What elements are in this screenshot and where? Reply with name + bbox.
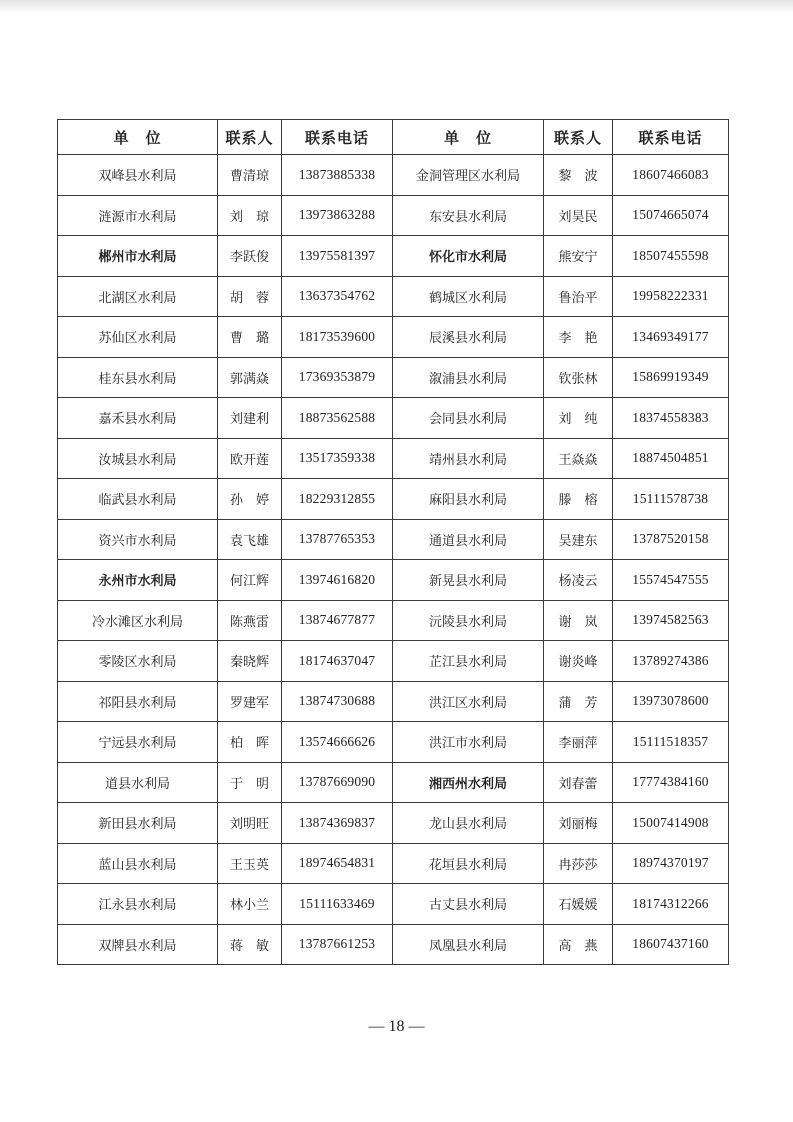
phone-cell: 18974654831 xyxy=(282,843,393,884)
contact-cell: 罗建军 xyxy=(218,681,282,722)
contact-cell: 林小兰 xyxy=(218,884,282,925)
phone-cell: 18974370197 xyxy=(613,843,729,884)
phone-cell: 18507455598 xyxy=(613,236,729,277)
phone-cell: 13637354762 xyxy=(282,276,393,317)
phone-cell: 19958222331 xyxy=(613,276,729,317)
unit-cell: 新田县水利局 xyxy=(58,803,218,844)
unit-cell: 双牌县水利局 xyxy=(58,924,218,965)
unit-cell: 北湖区水利局 xyxy=(58,276,218,317)
phone-cell: 13787765353 xyxy=(282,519,393,560)
table-row xyxy=(58,722,729,763)
phone-cell: 13874730688 xyxy=(282,681,393,722)
unit-cell: 靖州县水利局 xyxy=(393,438,544,479)
phone-cell: 13974616820 xyxy=(282,560,393,601)
phone-cell: 13973078600 xyxy=(613,681,729,722)
phone-cell: 13517359338 xyxy=(282,438,393,479)
contact-table xyxy=(57,119,729,965)
unit-cell: 花垣县水利局 xyxy=(393,843,544,884)
contact-cell: 黎 波 xyxy=(544,155,613,196)
table-row xyxy=(58,276,729,317)
phone-cell: 18229312855 xyxy=(282,479,393,520)
unit-cell: 汝城县水利局 xyxy=(58,438,218,479)
phone-cell: 13787661253 xyxy=(282,924,393,965)
table-row xyxy=(58,762,729,803)
contact-cell: 谢炎峰 xyxy=(544,641,613,682)
phone-cell: 13789274386 xyxy=(613,641,729,682)
phone-cell: 13874369837 xyxy=(282,803,393,844)
contact-cell: 刘春蕾 xyxy=(544,762,613,803)
contact-cell: 蒋 敏 xyxy=(218,924,282,965)
phone-cell: 18174637047 xyxy=(282,641,393,682)
contact-cell: 陈燕雷 xyxy=(218,600,282,641)
unit-cell: 洪江市水利局 xyxy=(393,722,544,763)
unit-cell: 冷水滩区水利局 xyxy=(58,600,218,641)
header-phone: 联系电话 xyxy=(613,120,729,155)
header-contact: 联系人 xyxy=(218,120,282,155)
table-row xyxy=(58,195,729,236)
table-row xyxy=(58,438,729,479)
phone-cell: 13874677877 xyxy=(282,600,393,641)
unit-cell: 溆浦县水利局 xyxy=(393,357,544,398)
unit-cell: 古丈县水利局 xyxy=(393,884,544,925)
unit-cell: 洪江区水利局 xyxy=(393,681,544,722)
unit-cell: 通道县水利局 xyxy=(393,519,544,560)
contact-cell: 刘 琼 xyxy=(218,195,282,236)
contact-cell: 谢 岚 xyxy=(544,600,613,641)
table-row xyxy=(58,519,729,560)
table-row xyxy=(58,884,729,925)
unit-cell: 会同县水利局 xyxy=(393,398,544,439)
unit-cell: 资兴市水利局 xyxy=(58,519,218,560)
header-unit: 单 位 xyxy=(58,120,218,155)
table-row xyxy=(58,236,729,277)
contact-cell: 秦晓辉 xyxy=(218,641,282,682)
contact-cell: 王焱焱 xyxy=(544,438,613,479)
unit-cell: 嘉禾县水利局 xyxy=(58,398,218,439)
table-row xyxy=(58,681,729,722)
phone-cell: 15111633469 xyxy=(282,884,393,925)
phone-cell: 13574666626 xyxy=(282,722,393,763)
contact-cell: 鲁治平 xyxy=(544,276,613,317)
unit-cell: 辰溪县水利局 xyxy=(393,317,544,358)
table-row xyxy=(58,317,729,358)
unit-cell: 桂东县水利局 xyxy=(58,357,218,398)
contact-cell: 柏 晖 xyxy=(218,722,282,763)
contact-cell: 袁飞雄 xyxy=(218,519,282,560)
phone-cell: 13787669090 xyxy=(282,762,393,803)
contact-cell: 石媛媛 xyxy=(544,884,613,925)
table-body xyxy=(58,155,729,965)
unit-cell: 麻阳县水利局 xyxy=(393,479,544,520)
contact-cell: 刘建利 xyxy=(218,398,282,439)
contact-cell: 孙 婷 xyxy=(218,479,282,520)
unit-cell: 祁阳县水利局 xyxy=(58,681,218,722)
phone-cell: 15074665074 xyxy=(613,195,729,236)
phone-cell: 18607437160 xyxy=(613,924,729,965)
contact-cell: 冉莎莎 xyxy=(544,843,613,884)
phone-cell: 18873562588 xyxy=(282,398,393,439)
unit-cell: 临武县水利局 xyxy=(58,479,218,520)
phone-cell: 15869919349 xyxy=(613,357,729,398)
table-row xyxy=(58,803,729,844)
contact-cell: 欧开莲 xyxy=(218,438,282,479)
table-row xyxy=(58,479,729,520)
contact-cell: 胡 蓉 xyxy=(218,276,282,317)
contact-cell: 李 艳 xyxy=(544,317,613,358)
contact-cell: 王玉英 xyxy=(218,843,282,884)
table-row xyxy=(58,924,729,965)
contact-cell: 李跃俊 xyxy=(218,236,282,277)
unit-cell: 苏仙区水利局 xyxy=(58,317,218,358)
phone-cell: 13975581397 xyxy=(282,236,393,277)
phone-cell: 18374558383 xyxy=(613,398,729,439)
contact-cell: 于 明 xyxy=(218,762,282,803)
unit-cell: 零陵区水利局 xyxy=(58,641,218,682)
unit-cell: 涟源市水利局 xyxy=(58,195,218,236)
contact-cell: 刘昊民 xyxy=(544,195,613,236)
table-row xyxy=(58,560,729,601)
phone-cell: 13787520158 xyxy=(613,519,729,560)
contact-cell: 吴建东 xyxy=(544,519,613,560)
contact-cell: 蒲 芳 xyxy=(544,681,613,722)
contact-cell: 刘 纯 xyxy=(544,398,613,439)
phone-cell: 17774384160 xyxy=(613,762,729,803)
unit-cell: 双峰县水利局 xyxy=(58,155,218,196)
phone-cell: 13873885338 xyxy=(282,155,393,196)
phone-cell: 18607466083 xyxy=(613,155,729,196)
phone-cell: 13974582563 xyxy=(613,600,729,641)
contact-cell: 何江辉 xyxy=(218,560,282,601)
contact-cell: 曹清琼 xyxy=(218,155,282,196)
phone-cell: 13973863288 xyxy=(282,195,393,236)
unit-cell: 怀化市水利局 xyxy=(393,236,544,277)
contact-cell: 杨凌云 xyxy=(544,560,613,601)
phone-cell: 17369353879 xyxy=(282,357,393,398)
phone-cell: 18174312266 xyxy=(613,884,729,925)
table-row xyxy=(58,398,729,439)
header-unit: 单 位 xyxy=(393,120,544,155)
unit-cell: 湘西州水利局 xyxy=(393,762,544,803)
contact-cell: 熊安宁 xyxy=(544,236,613,277)
unit-cell: 永州市水利局 xyxy=(58,560,218,601)
phone-cell: 15007414908 xyxy=(613,803,729,844)
phone-cell: 15574547555 xyxy=(613,560,729,601)
unit-cell: 芷江县水利局 xyxy=(393,641,544,682)
unit-cell: 沅陵县水利局 xyxy=(393,600,544,641)
contact-cell: 刘丽梅 xyxy=(544,803,613,844)
unit-cell: 江永县水利局 xyxy=(58,884,218,925)
unit-cell: 蓝山县水利局 xyxy=(58,843,218,884)
unit-cell: 宁远县水利局 xyxy=(58,722,218,763)
table-row xyxy=(58,600,729,641)
contact-cell: 李丽萍 xyxy=(544,722,613,763)
phone-cell: 18874504851 xyxy=(613,438,729,479)
table-header-row xyxy=(58,120,729,155)
unit-cell: 道县水利局 xyxy=(58,762,218,803)
contact-cell: 高 燕 xyxy=(544,924,613,965)
contact-cell: 滕 榕 xyxy=(544,479,613,520)
header-contact: 联系人 xyxy=(544,120,613,155)
unit-cell: 郴州市水利局 xyxy=(58,236,218,277)
scan-top-shade xyxy=(0,0,793,12)
unit-cell: 金洞管理区水利局 xyxy=(393,155,544,196)
table-row xyxy=(58,357,729,398)
phone-cell: 13469349177 xyxy=(613,317,729,358)
contact-cell: 郭满焱 xyxy=(218,357,282,398)
phone-cell: 15111578738 xyxy=(613,479,729,520)
unit-cell: 凤凰县水利局 xyxy=(393,924,544,965)
phone-cell: 15111518357 xyxy=(613,722,729,763)
table-row xyxy=(58,843,729,884)
table-row xyxy=(58,641,729,682)
header-phone: 联系电话 xyxy=(282,120,393,155)
unit-cell: 鹤城区水利局 xyxy=(393,276,544,317)
contact-cell: 曹 璐 xyxy=(218,317,282,358)
unit-cell: 东安县水利局 xyxy=(393,195,544,236)
unit-cell: 新晃县水利局 xyxy=(393,560,544,601)
table-row xyxy=(58,155,729,196)
contact-cell: 钦张林 xyxy=(544,357,613,398)
unit-cell: 龙山县水利局 xyxy=(393,803,544,844)
phone-cell: 18173539600 xyxy=(282,317,393,358)
contact-cell: 刘明旺 xyxy=(218,803,282,844)
page-number: — 18 — xyxy=(368,1018,425,1035)
